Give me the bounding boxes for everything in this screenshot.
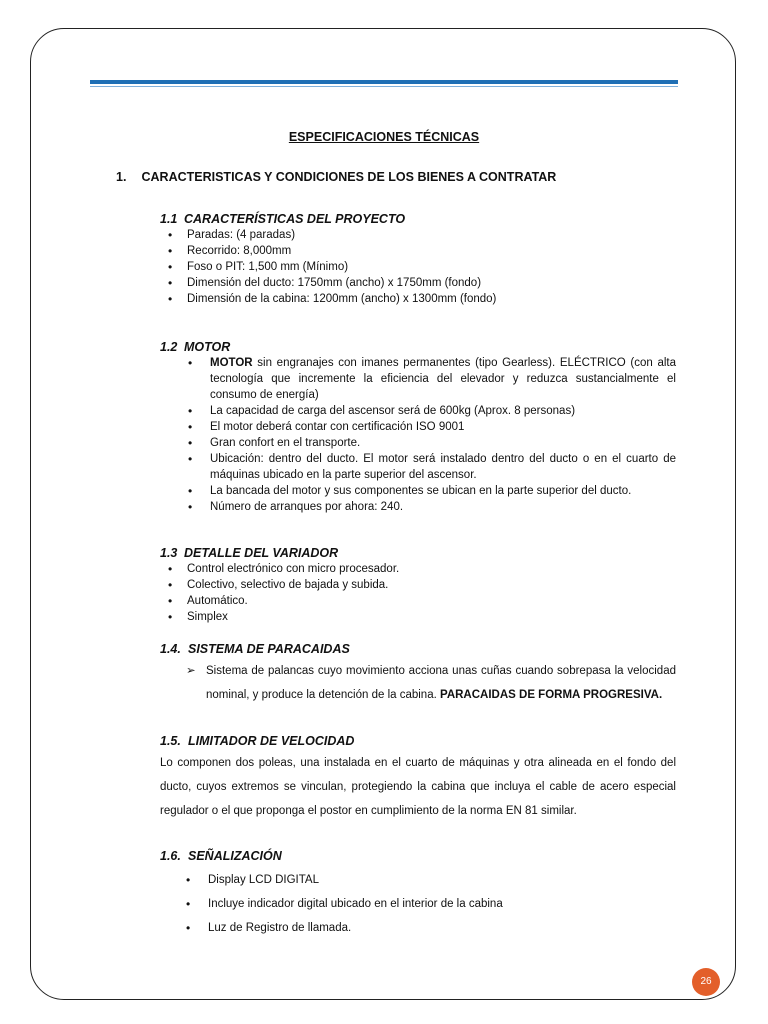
list-item: • Control electrónico con micro procesador. (162, 561, 676, 577)
list-item: • Automático. (162, 593, 676, 609)
list-item: • Simplex (162, 609, 676, 625)
list-item: • Ubicación: dentro del ducto. El motor será instalado dentro del ducto o en el cuarto de máquinas ubicado en la parte superior del ascensor. (160, 451, 676, 483)
section-paracaidas (160, 641, 676, 707)
section-title-text: SEÑALIZACIÓN (188, 849, 282, 863)
header-rule (90, 80, 678, 87)
section-variador (160, 545, 676, 625)
list-item: • Gran confort en el transporte. (160, 435, 676, 451)
arrow-list-item (160, 659, 676, 707)
section-number: 1.4. (160, 642, 181, 656)
list-item: • Número de arranques por ahora: 240. (160, 499, 676, 515)
list-item: • Incluye indicador digital ubicado en el interior de la cabina (160, 892, 676, 916)
section-limitador (160, 733, 676, 823)
arrow-bullet-icon: ➢ (186, 665, 196, 677)
list-item: • El motor deberá contar con certificación ISO 9001 (160, 419, 676, 435)
section-title-paracaidas (160, 641, 676, 657)
heading-text: CARACTERISTICAS Y CONDICIONES DE LOS BIENES A CONTRATAR (141, 170, 557, 184)
heading-number: 1. (116, 170, 127, 184)
motor-bold-label: MOTOR (210, 357, 253, 369)
paracaidas-text: Sistema de palancas cuyo movimiento acciona unas cuñas cuando sobrepasa la velocidad nominal, y produce la detención de la cabina. (206, 665, 676, 701)
section-title-variador (160, 545, 676, 561)
limitador-paragraph: Lo componen dos poleas, una instalada en el cuarto de máquinas y otra alineada en el fondo del ducto, cuyos extremos se vinculan, protegiendo la cabina que incluya el cable de acero especial regulador o el que proponga el postor en cumplimiento de la norma EN 81 similar. (160, 757, 676, 817)
section-number: 1.5. (160, 734, 181, 748)
section-title-text: CARACTERÍSTICAS DEL PROYECTO (184, 212, 406, 226)
page-number-badge: 26 (692, 968, 720, 996)
list-item: • Dimensión de la cabina: 1200mm (ancho) x 1300mm (fondo) (162, 291, 676, 307)
list-item: • Recorrido: 8,000mm (162, 243, 676, 259)
section-title-text: MOTOR (184, 340, 231, 354)
section-title-motor (160, 339, 676, 355)
section-title-proyecto (160, 211, 676, 227)
section-number: 1.3 (160, 546, 178, 560)
list-item: • La capacidad de carga del ascensor será de 600kg (Aprox. 8 personas) (160, 403, 676, 419)
section-title-text: DETALLE DEL VARIADOR (184, 546, 339, 560)
list-item (160, 355, 676, 403)
section-title-senalizacion (160, 848, 676, 864)
section-proyecto (160, 211, 676, 307)
paracaidas-bold: PARACAIDAS DE FORMA PROGRESIVA. (440, 689, 663, 701)
section-title-text: SISTEMA DE PARACAIDAS (188, 642, 350, 656)
motor-description: sin engranajes con imanes permanentes (tipo Gearless). ELÉCTRICO (con alta tecnología que incremente la eficiencia del elevador y reduzca sustancialmente el consumo de energía) (210, 357, 676, 401)
list-item: • Colectivo, selectivo de bajada y subida. (162, 577, 676, 593)
list-item: • Foso o PIT: 1,500 mm (Mínimo) (162, 259, 676, 275)
list-item: • Display LCD DIGITAL (160, 868, 676, 892)
list-item: • La bancada del motor y sus componentes se ubican en la parte superior del ducto. (160, 483, 676, 499)
section-number: 1.2 (160, 340, 178, 354)
list-item: • Luz de Registro de llamada. (160, 916, 676, 940)
list-item: • Dimensión del ducto: 1750mm (ancho) x 1750mm (fondo) (162, 275, 676, 291)
section-title-limitador (160, 733, 676, 749)
section-heading (116, 170, 556, 184)
section-motor (160, 339, 676, 515)
section-number: 1.6. (160, 849, 181, 863)
section-title-text: LIMITADOR DE VELOCIDAD (188, 734, 355, 748)
list-item: • Paradas: (4 paradas) (162, 227, 676, 243)
document-title: ESPECIFICACIONES TÉCNICAS (288, 130, 480, 144)
section-number: 1.1 (160, 212, 178, 226)
section-senalizacion (160, 848, 676, 940)
